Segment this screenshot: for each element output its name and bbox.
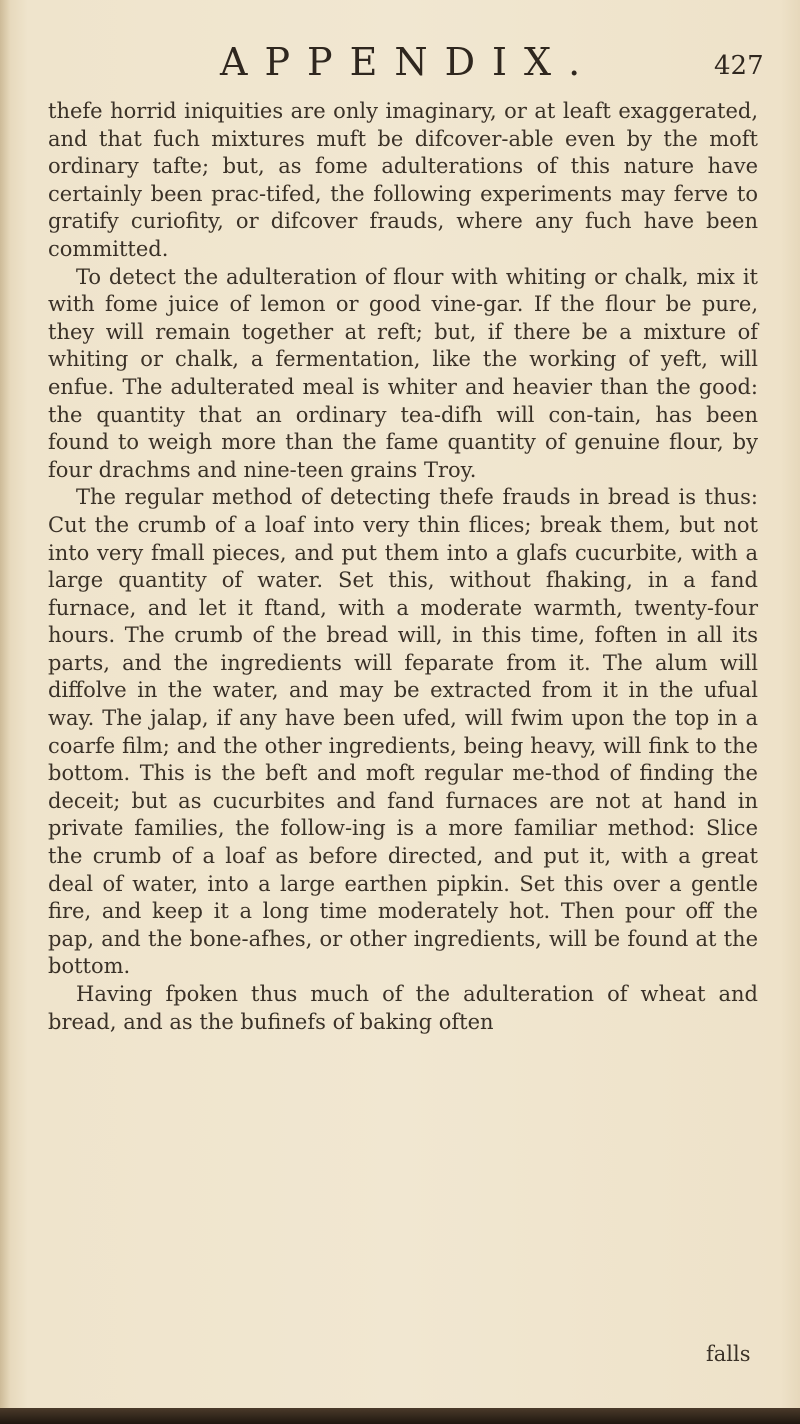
- binding-edge: [0, 0, 10, 1424]
- page-bottom-edge: [0, 1408, 800, 1424]
- page-number: 427: [714, 51, 764, 81]
- paragraph: thefe horrid iniquities are only imaginary, or at leaft exaggerated, and that fuch mixtures muft be difcover-able even by the moft ordinary tafte; but, as fome adulterations of this nature have certainly been prac-tifed, the following experiments may ferve to gratify curiofity, or difcover frauds, where any fuch have been committed.: [48, 99, 758, 261]
- page-header: [0, 40, 800, 90]
- paragraph: The regular method of detecting thefe frauds in bread is thus: Cut the crumb of a loaf into very thin flices; break them, but not into very fmall pieces, and put them into a glafs cucurbite, with a large quantity of water. Set this, without fhaking, in a fand furnace, and let it ftand, with a moderate warmth, twenty-four hours. The crumb of the bread will, in this time, foften in all its parts, and the ingredients will feparate from it. The alum will diffolve in the water, and may be extracted from it in the ufual way. The jalap, if any have been ufed, will fwim upon the top in a coarfe film; and the other ingredients, being heavy, will fink to the bottom. This is the beft and moft regular me-thod of finding the deceit; but as cucurbites and fand furnaces are not at hand in private families, the follow-ing is a more familiar method: Slice the crumb of a loaf as before directed, and put it, with a great deal of water, into a large earthen pipkin. Set this over a gentle fire, and keep it a long time moderately hot. Then pour off the pap, and the bone-afhes, or other ingredients, will be found at the bottom.: [48, 485, 758, 979]
- paragraph: Having fpoken thus much of the adulteration of wheat and bread, and as the bufinefs of baking often: [48, 982, 758, 1034]
- catchword: falls: [706, 1342, 751, 1366]
- paragraph: To detect the adulteration of flour with whiting or chalk, mix it with fome juice of lemon or good vine-gar. If the flour be pure, they will remain together at reft; but, if there be a mixture of whiting or chalk, a fermentation, like the working of yeft, will enfue. The adulterated meal is whiter and heavier than the good: the quantity that an ordinary tea-difh will con-tain, has been found to weigh more than the fame quantity of genuine flour, by four drachms and nine-teen grains Troy.: [48, 264, 758, 482]
- running-head: APPENDIX.: [220, 40, 598, 84]
- body-text: [48, 98, 758, 1036]
